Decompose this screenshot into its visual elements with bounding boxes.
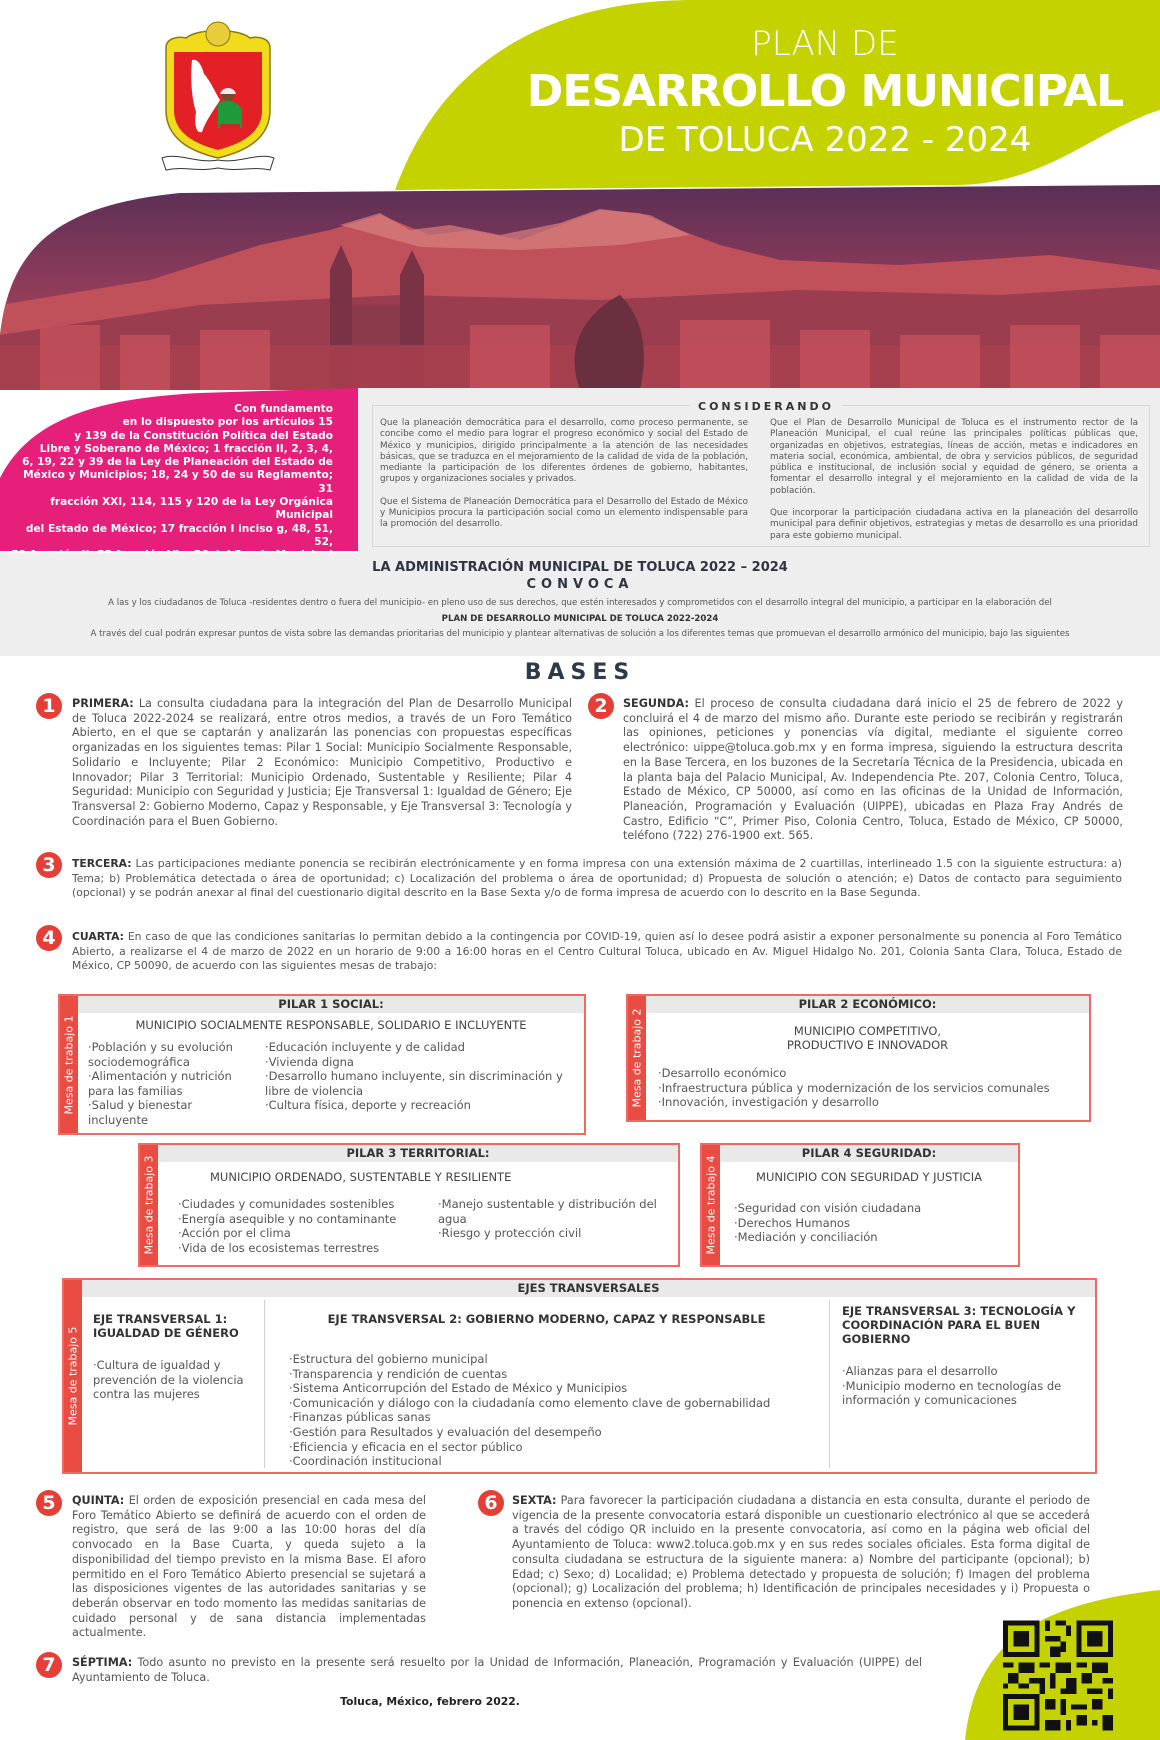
pillar-topic: ·Población y su evolución sociodemográfica bbox=[88, 1040, 233, 1069]
mesa-side-text: Mesa de trabajo 5 bbox=[66, 1326, 80, 1426]
place-and-date: Toluca, México, febrero 2022. bbox=[340, 1695, 520, 1708]
convoca-heading: CONVOCA bbox=[526, 577, 634, 592]
convoca-plan-name: PLAN DE DESARROLLO MUNICIPAL DE TOLUCA 2022-2024 bbox=[441, 614, 719, 624]
hero-cityscape-image bbox=[0, 185, 1160, 390]
pillar-title: PILAR 2 ECONÓMICO: bbox=[646, 996, 1089, 1013]
title-line-1: PLAN DE bbox=[751, 24, 899, 64]
pillar-topic: ·Riesgo y protección civil bbox=[438, 1226, 582, 1241]
mesa-trabajo-2-box bbox=[626, 994, 1091, 1122]
base-label: SÉPTIMA: bbox=[72, 1656, 133, 1669]
column-divider bbox=[264, 1300, 265, 1468]
pillar-topic: ·Mediación y conciliación bbox=[734, 1230, 878, 1245]
considerando-paragraph: Que el Sistema de Planeación Democrática para el Desarrollo del Estado de México y Municipios procura la participación social como un elemento indispensable para la promoción del desarrollo. bbox=[380, 496, 748, 530]
eje-topic: ·Finanzas públicas sanas bbox=[289, 1410, 431, 1425]
base-body: Todo asunto no previsto en la presente será resuelto por la Unidad de Información, Planeación, Programación y Evaluación (UIPPE) del Ayuntamiento de Toluca. bbox=[72, 1656, 922, 1684]
considerando-paragraph: Que incorporar la participación ciudadana activa en la planeación del desarrollo municipal para definir objetivos, estrategias y metas de desarrollo es una prioridad para este gobierno municipal. bbox=[770, 508, 1138, 541]
pillar-topic: ·Derechos Humanos bbox=[734, 1215, 850, 1230]
base-septima bbox=[72, 1656, 922, 1685]
pillar-topic: ·Vivienda digna bbox=[265, 1054, 354, 1069]
considerando-left-column bbox=[380, 418, 748, 542]
pillar-topic: ·Energía asequible y no contaminante bbox=[178, 1211, 397, 1226]
mesa-side-text: Mesa de trabajo 3 bbox=[142, 1155, 156, 1255]
base-primera bbox=[72, 697, 572, 829]
legal-basis-line: en lo dispuesto por los artículos 15 bbox=[122, 416, 333, 429]
base-body: El orden de exposición presencial en cada mesa del Foro Temático Abierto se definirá de acuerdo con el orden de registro, que será de las 9:00 a las 10:00 horas del día convocado en la Base Cuarta, y queda sujeto a la disponibilidad del tiempo previsto en la misma Base. El aforo permitido en el Foro Temático Abierto presencial se sujetará a las disposiciones vigentes de las autoridades sanitarias y se deberán observar en todo momento las medidas sanitarias de cuidado personal y de sana distancia implementadas actualmente. bbox=[72, 1494, 426, 1640]
eje-topic: ·Alianzas para el desarrollo bbox=[842, 1364, 998, 1378]
number-badge-6: 6 bbox=[478, 1490, 504, 1516]
legal-basis-line: México y Municipios; 18, 24 y 50 de su Reglamento; 31 bbox=[23, 469, 333, 495]
eje-3-title: EJE TRANSVERSAL 3: TECNOLOGÍA Y COORDINACIÓN PARA EL BUEN GOBIERNO bbox=[842, 1304, 1076, 1346]
base-label: TERCERA: bbox=[72, 857, 132, 870]
mesa-side-label bbox=[628, 996, 646, 1120]
pillar-list-col-2 bbox=[438, 1197, 658, 1241]
eje-topic: ·Eficiencia y eficacia en el sector público bbox=[289, 1439, 523, 1454]
eje-topic: ·Cultura de igualdad y prevención de la violencia contra las mujeres bbox=[93, 1358, 244, 1402]
mesa-side-text: Mesa de trabajo 4 bbox=[704, 1155, 718, 1255]
pillar-list bbox=[734, 1201, 1014, 1245]
pillar-list-col-1 bbox=[178, 1197, 418, 1255]
convoca-text-1: A las y los ciudadanos de Toluca -residentes dentro o fuera del municipio- en pleno uso de sus derechos, que estén interesados y comprometidos con el desarrollo integral del municipio, a participar en la elaboración del bbox=[108, 598, 1052, 608]
eje-topic: ·Gestión para Resultados y evaluación del desempeño bbox=[289, 1424, 602, 1439]
title-line-3: DE TOLUCA 2022 - 2024 bbox=[618, 120, 1032, 160]
considerando-paragraph: Que la planeación democrática para el desarrollo, como proceso permanente, se concibe como el medio para lograr el progreso económico y social del Estado de México y municipios, dirigido principalmente a la atención de las necesidades básicas, que se traduzca en el mejoramiento de la calidad de vida de la población, mediante la participación de los diferentes órdenes de gobierno, habitantes, grupos y organizaciones sociales y privados. bbox=[380, 418, 748, 485]
base-tercera bbox=[72, 857, 1122, 901]
pillar-topic: ·Educación incluyente y de calidad bbox=[265, 1040, 465, 1054]
eje-topic: ·Transparencia y rendición de cuentas bbox=[289, 1366, 508, 1381]
pillar-topic: ·Seguridad con visión ciudadana bbox=[734, 1201, 922, 1215]
base-body: La consulta ciudadana para la integración del Plan de Desarrollo Municipal de Toluca 2022-2024 se realizará, entre otros medios, a través de un Foro Temático Abierto, en el que se captarán y analizarán las ponencias con propuestas específicas organizadas en los siguientes temas: Pilar 1 Social: Municipio Socialmente Responsable, Solidario e Incluyente; Pilar 2 Económico: Municipio Competitivo, Productivo e Innovador; Pilar 3 Territorial: Municipio Ordenado, Sustentable y Resiliente; Pilar 4 Seguridad: Municipio con Seguridad y Justicia; Eje Transversal 1: Igualdad de Género; Eje Transversal 2: Gobierno Moderno, Capaz y Responsable, y Eje Transversal 3: Tecnología y Coordinación para el Buen Gobierno. bbox=[72, 697, 572, 828]
number-badge-7: 7 bbox=[36, 1652, 62, 1678]
pillar-topic: ·Alimentación y nutrición para las familias bbox=[88, 1069, 232, 1098]
base-quinta bbox=[72, 1494, 426, 1641]
number-badge-3: 3 bbox=[36, 852, 62, 878]
ejes-title: EJES TRANSVERSALES bbox=[82, 1280, 1095, 1297]
bases-heading: BASES bbox=[524, 660, 636, 685]
base-label: CUARTA: bbox=[72, 930, 124, 943]
column-divider bbox=[829, 1300, 830, 1468]
legal-basis-line: Libre y Soberano de México; 1 fracción II, 2, 3, 4, bbox=[39, 442, 333, 455]
legal-basis-text bbox=[10, 403, 333, 576]
eje-topic: ·Comunicación y diálogo con la ciudadanía como elemento clave de gobernabilidad bbox=[289, 1395, 771, 1410]
mesa-trabajo-4-box bbox=[700, 1143, 1020, 1267]
pillar-subtitle-line: MUNICIPIO COMPETITIVO, bbox=[793, 1024, 942, 1038]
base-body: Para favorecer la participación ciudadana a distancia en esta consulta, durante el periodo de vigencia de la presente convocatoria estará disponible un cuestionario electrónico al que se accederá a través del código QR incluido en la presente convocatoria, así como en la página web oficial del Ayuntamiento de Toluca: www2.toluca.gob.mx y en sus redes sociales oficiales. Esta forma digital de consulta ciudadana se estructura de la siguiente manera: a) Nombre del participante (opcional); b) Edad; c) Sexo; d) Localidad; e) Problema detectado y propuesta de solución; f) Imagen del problema (opcional); g) Localización del problema; h) Identificación de principales necesidades y i) Propuesta o ponencia en extenso (opcional). bbox=[512, 1494, 1090, 1610]
eje-3-list bbox=[842, 1364, 1082, 1408]
pillar-topic: ·Innovación, investigación y desarrollo bbox=[658, 1095, 879, 1110]
mesa-trabajo-5-box bbox=[62, 1278, 1097, 1474]
eje-2-title: EJE TRANSVERSAL 2: GOBIERNO MODERNO, CAPAZ Y RESPONSABLE bbox=[327, 1312, 766, 1326]
legal-basis-line: y 139 de la Constitución Política del Estado bbox=[74, 429, 333, 442]
base-body: El proceso de consulta ciudadana dará inicio el 25 de febrero de 2022 y concluirá el 4 de marzo del mismo año. Durante este periodo se recibirán y registrarán las opiniones, peticiones y ponencias vía digital, mediante el siguiente correo electrónico: uippe@toluca.gob.mx y en forma impresa, siguiendo la estructura descrita en la Base Tercera, en los buzones de la Secretaría Técnica de la Presidencia, ubicada en la planta baja del Palacio Municipal, Av. Independencia Pte. 207, Colonia Centro, Toluca, Estado de México, CP 50000, así como en las oficinas de la Unidad de Información, Planeación, Programación y Evaluación (UIPPE), ubicadas en Plaza Fray Andrés de Castro, Edificio “C”, Primer Piso, Colonia Centro, Toluca, Estado de México, CP 50000, teléfono (722) 276-1900 ext. 565. bbox=[623, 697, 1123, 843]
pillar-topic: ·Ciudades y comunidades sostenibles bbox=[178, 1197, 395, 1211]
pillar-title: PILAR 4 SEGURIDAD: bbox=[720, 1145, 1018, 1162]
mesa-side-label bbox=[702, 1145, 720, 1265]
number-badge-5: 5 bbox=[36, 1490, 62, 1516]
convoca-text-2: A través del cual podrán expresar puntos de vista sobre las demandas prioritarias del municipio y plantear alternativas de solución a los diferentes temas que promuevan el desarrollo armónico del municipio, bajo las siguientes bbox=[90, 629, 1070, 639]
pillar-topic: ·Vida de los ecosistemas terrestres bbox=[178, 1240, 380, 1255]
considerando-title: CONSIDERANDO bbox=[690, 400, 842, 413]
pillar-subtitle bbox=[646, 1024, 1089, 1052]
pillar-subtitle: MUNICIPIO SOCIALMENTE RESPONSABLE, SOLIDARIO E INCLUYENTE bbox=[135, 1018, 527, 1032]
pillar-subtitle-line: PRODUCTIVO E INNOVADOR bbox=[786, 1038, 949, 1052]
base-body: En caso de que las condiciones sanitarias lo permitan debido a la contingencia por COVID-19, quien así lo desee podrá asistir a exponer personalmente su ponencia al Foro Temático Abierto, a realizarse el 4 de marzo de 2022 en un horario de 9:00 a 16:00 horas en el Centro Cultural Toluca, ubicado en Av. Miguel Hidalgo No. 201, Colonia Santa Clara, Toluca, Estado de México, CP 50090, de acuerdo con las siguientes mesas de trabajo: bbox=[72, 930, 1122, 973]
base-cuarta bbox=[72, 930, 1122, 974]
mesa-trabajo-3-box bbox=[138, 1143, 680, 1267]
base-label: SEXTA: bbox=[512, 1494, 557, 1507]
base-label: PRIMERA: bbox=[72, 697, 134, 710]
mesa-trabajo-1-box bbox=[58, 994, 586, 1135]
eje-topic: ·Estructura del gobierno municipal bbox=[289, 1352, 488, 1366]
base-label: SEGUNDA: bbox=[623, 697, 689, 710]
legal-basis-line: del Estado de México; 17 fracción I inciso g, 48, 51, 52, bbox=[25, 522, 333, 548]
pillar-title: PILAR 3 TERRITORIAL: bbox=[158, 1145, 678, 1162]
pillar-title: PILAR 1 SOCIAL: bbox=[78, 996, 584, 1013]
pillar-subtitle: MUNICIPIO ORDENADO, SUSTENTABLE Y RESILIENTE bbox=[210, 1170, 512, 1184]
pillar-topic: ·Infraestructura pública y modernización de los servicios comunales bbox=[658, 1080, 1050, 1095]
pillar-topic: ·Cultura física, deporte y recreación bbox=[265, 1098, 471, 1113]
base-body: Las participaciones mediante ponencia se recibirán electrónicamente y en forma impresa con una extensión máxima de 2 cuartillas, interlineado 1.5 con la siguiente estructura: a) Tema; b) Problemática detectada o área de oportunidad; c) Localización del problema o área de oportunidad; d) Propuesta de solución o atención; e) Datos de contacto para seguimiento (opcional) y se podrán anexar al final del cuestionario digital descrito en la Base Sexta y/o de forma impresa de acuerdo con lo descrito en la Base Segunda. bbox=[72, 857, 1122, 900]
base-segunda bbox=[623, 697, 1123, 844]
legal-basis-line: Con fundamento bbox=[234, 403, 333, 415]
eje-1-title: EJE TRANSVERSAL 1: IGUALDAD DE GÉNERO bbox=[93, 1312, 239, 1340]
pillar-topic: ·Manejo sustentable y distribución del agua bbox=[438, 1197, 657, 1226]
pillar-topic: ·Acción por el clima bbox=[178, 1226, 291, 1241]
pillar-topic: ·Desarrollo económico bbox=[658, 1066, 787, 1080]
administration-heading: LA ADMINISTRACIÓN MUNICIPAL DE TOLUCA 2022 – 2024 bbox=[372, 560, 788, 575]
legal-basis-line: 6, 19, 22 y 39 de la Ley de Planeación del Estado de bbox=[22, 456, 333, 469]
legal-basis-line: fracción XXI, 114, 115 y 120 de la Ley Orgánica Municipal bbox=[50, 496, 333, 522]
pillar-list bbox=[658, 1066, 1088, 1110]
toluca-coat-of-arms-logo bbox=[158, 20, 278, 172]
mesa-side-text: Mesa de trabajo 1 bbox=[62, 1014, 76, 1115]
mesa-side-label bbox=[64, 1280, 82, 1472]
eje-topic: ·Coordinación institucional bbox=[289, 1454, 442, 1469]
pillar-topic: ·Salud y bienestar incluyente bbox=[88, 1098, 193, 1127]
mesa-side-label bbox=[60, 996, 78, 1133]
pillar-list-col-2 bbox=[265, 1040, 575, 1113]
pillar-list-col-1 bbox=[88, 1040, 248, 1128]
title-line-2: DESARROLLO MUNICIPAL bbox=[526, 66, 1124, 117]
eje-topic: ·Municipio moderno en tecnologías de información y comunicaciones bbox=[842, 1378, 1062, 1408]
eje-2-list bbox=[289, 1352, 819, 1469]
eje-topic: ·Sistema Anticorrupción del Estado de México y Municipios bbox=[289, 1381, 628, 1396]
mesa-side-text: Mesa de trabajo 2 bbox=[630, 1008, 644, 1108]
number-badge-2: 2 bbox=[588, 693, 614, 719]
base-label: QUINTA: bbox=[72, 1494, 125, 1507]
number-badge-1: 1 bbox=[36, 693, 62, 719]
eje-1-list bbox=[93, 1358, 258, 1402]
considerando-paragraph: Que el Plan de Desarrollo Municipal de Toluca es el instrumento rector de la Planeación Municipal, el cual reúne las principales políticas públicas que, organizadas en objetivos, estrategias, líneas de acción, metas e indicadores en materia social, económica, ambiental, de obra y servicios públicos, de seguridad pública e institucional, de inclusión social y equidad de género, se orienta a fomentar el desarrollo integral y el mejoramiento en la calidad de vida de la población. bbox=[770, 418, 1138, 496]
number-badge-4: 4 bbox=[36, 925, 62, 951]
mesa-side-label bbox=[140, 1145, 158, 1265]
qr-code[interactable] bbox=[1003, 1618, 1113, 1733]
pillar-topic: ·Desarrollo humano incluyente, sin discriminación y libre de violencia bbox=[265, 1069, 563, 1098]
considerando-right-column bbox=[770, 418, 1138, 553]
pillar-subtitle: MUNICIPIO CON SEGURIDAD Y JUSTICIA bbox=[756, 1170, 982, 1184]
